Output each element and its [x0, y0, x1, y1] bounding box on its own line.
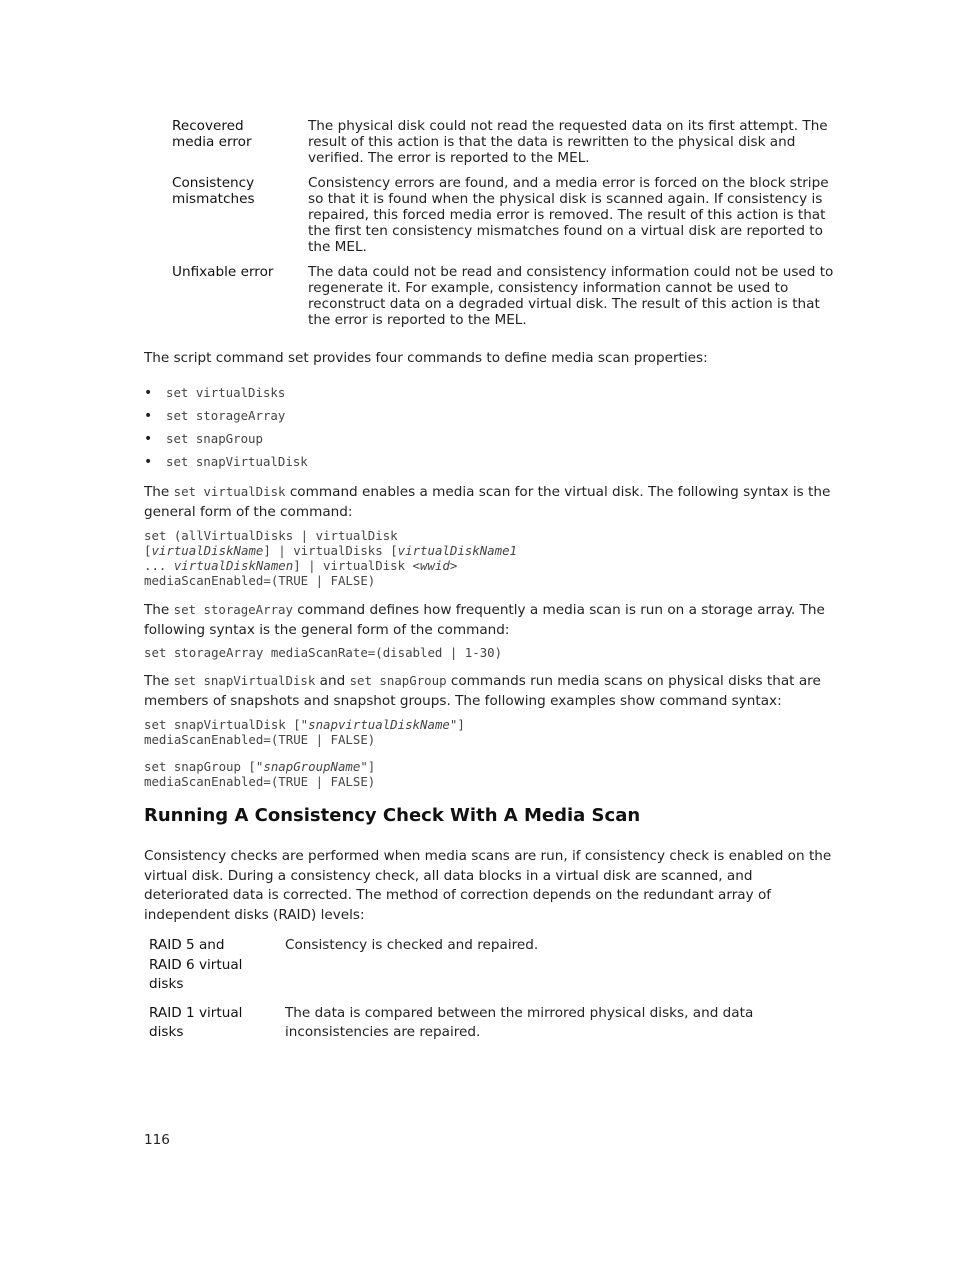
term-raid1: RAID 1 virtual disks [149, 1004, 243, 1040]
page-number: 116 [144, 1132, 170, 1148]
term-raid5-raid6: RAID 5 and RAID 6 virtual disks [149, 937, 243, 992]
storagearray-paragraph: The set storageArray command defines how frequently a media scan is run on a storage array. The following syntax is the general form of the command: [144, 602, 825, 638]
section-heading: Running A Consistency Check With A Media Scan [144, 805, 641, 826]
virtualdisk-syntax: set (allVirtualDisks | virtualDisk [virtualDiskName] | virtualDisks [virtualDiskName1 ... virtualDiskNamen] | virtualDisk <wwid> mediaScanEnabled=(TRUE | FALSE) [144, 528, 518, 588]
term-consistency-mismatches: Consistency mismatches [172, 175, 255, 207]
list-item: • set virtualDisks [144, 384, 286, 401]
intro-paragraph: The script command set provides four commands to define media scan properties: [144, 350, 708, 366]
term-recovered-media-error: Recovered media error [172, 118, 252, 150]
table-row [172, 175, 836, 255]
desc-unfixable-error: The data could not be read and consistency information could not be used to regenerate it. For example, consistency information cannot be used to reconstruct data on a degraded virtual disk. The result of this action is that the error is reported to the MEL. [308, 264, 834, 328]
snapvirtualdisk-syntax: set snapVirtualDisk ["snapvirtualDiskName"] mediaScanEnabled=(TRUE | FALSE) [144, 717, 465, 747]
snapshot-paragraph: The set snapVirtualDisk and set snapGroup commands run media scans on physical disks that are members of snapshots and snapshot groups. The following examples show command syntax: [144, 673, 821, 709]
list-item: • set storageArray [144, 407, 286, 424]
media-error-table [172, 118, 836, 337]
consistency-paragraph: Consistency checks are performed when media scans are run, if consistency check is enabled on the virtual disk. During a consistency check, all data blocks in a virtual disk are scanned, and deteriorated data is corrected. The method of correction depends on the redundant array of independent disks (RAID) levels: [144, 848, 832, 923]
desc-recovered-media-error: The physical disk could not read the requested data on its first attempt. The result of this action is that the data is rewritten to the physical disk and verified. The error is reported to the MEL. [308, 118, 828, 166]
snapgroup-syntax: set snapGroup ["snapGroupName"] mediaScanEnabled=(TRUE | FALSE) [144, 759, 376, 789]
bullet-icon: • [144, 453, 153, 470]
table-row [149, 1004, 839, 1043]
bullet-icon: • [144, 384, 153, 401]
desc-raid1: The data is compared between the mirrored physical disks, and data inconsistencies are repaired. [285, 1004, 754, 1040]
virtualdisk-paragraph: The set virtualDisk command enables a media scan for the virtual disk. The following syntax is the general form of the command: [144, 484, 831, 520]
list-item: • set snapVirtualDisk [144, 453, 308, 470]
desc-raid5-raid6: Consistency is checked and repaired. [285, 937, 539, 953]
term-unfixable-error: Unfixable error [172, 264, 274, 280]
list-item: • set snapGroup [144, 430, 263, 447]
table-row [172, 264, 836, 328]
bullet-icon: • [144, 430, 153, 447]
bullet-icon: • [144, 407, 153, 424]
storagearray-syntax: set storageArray mediaScanRate=(disabled | 1-30) [144, 645, 503, 660]
desc-consistency-mismatches: Consistency errors are found, and a media error is forced on the block stripe so that it is found when the physical disk is scanned again. If consistency is repaired, this forced media error is removed. The result of this action is that the first ten consistency mismatches found on a virtual disk are reported to the MEL. [308, 175, 829, 255]
table-row [172, 118, 836, 166]
table-row [149, 936, 839, 995]
command-list [144, 381, 744, 473]
raid-table [149, 936, 839, 1052]
